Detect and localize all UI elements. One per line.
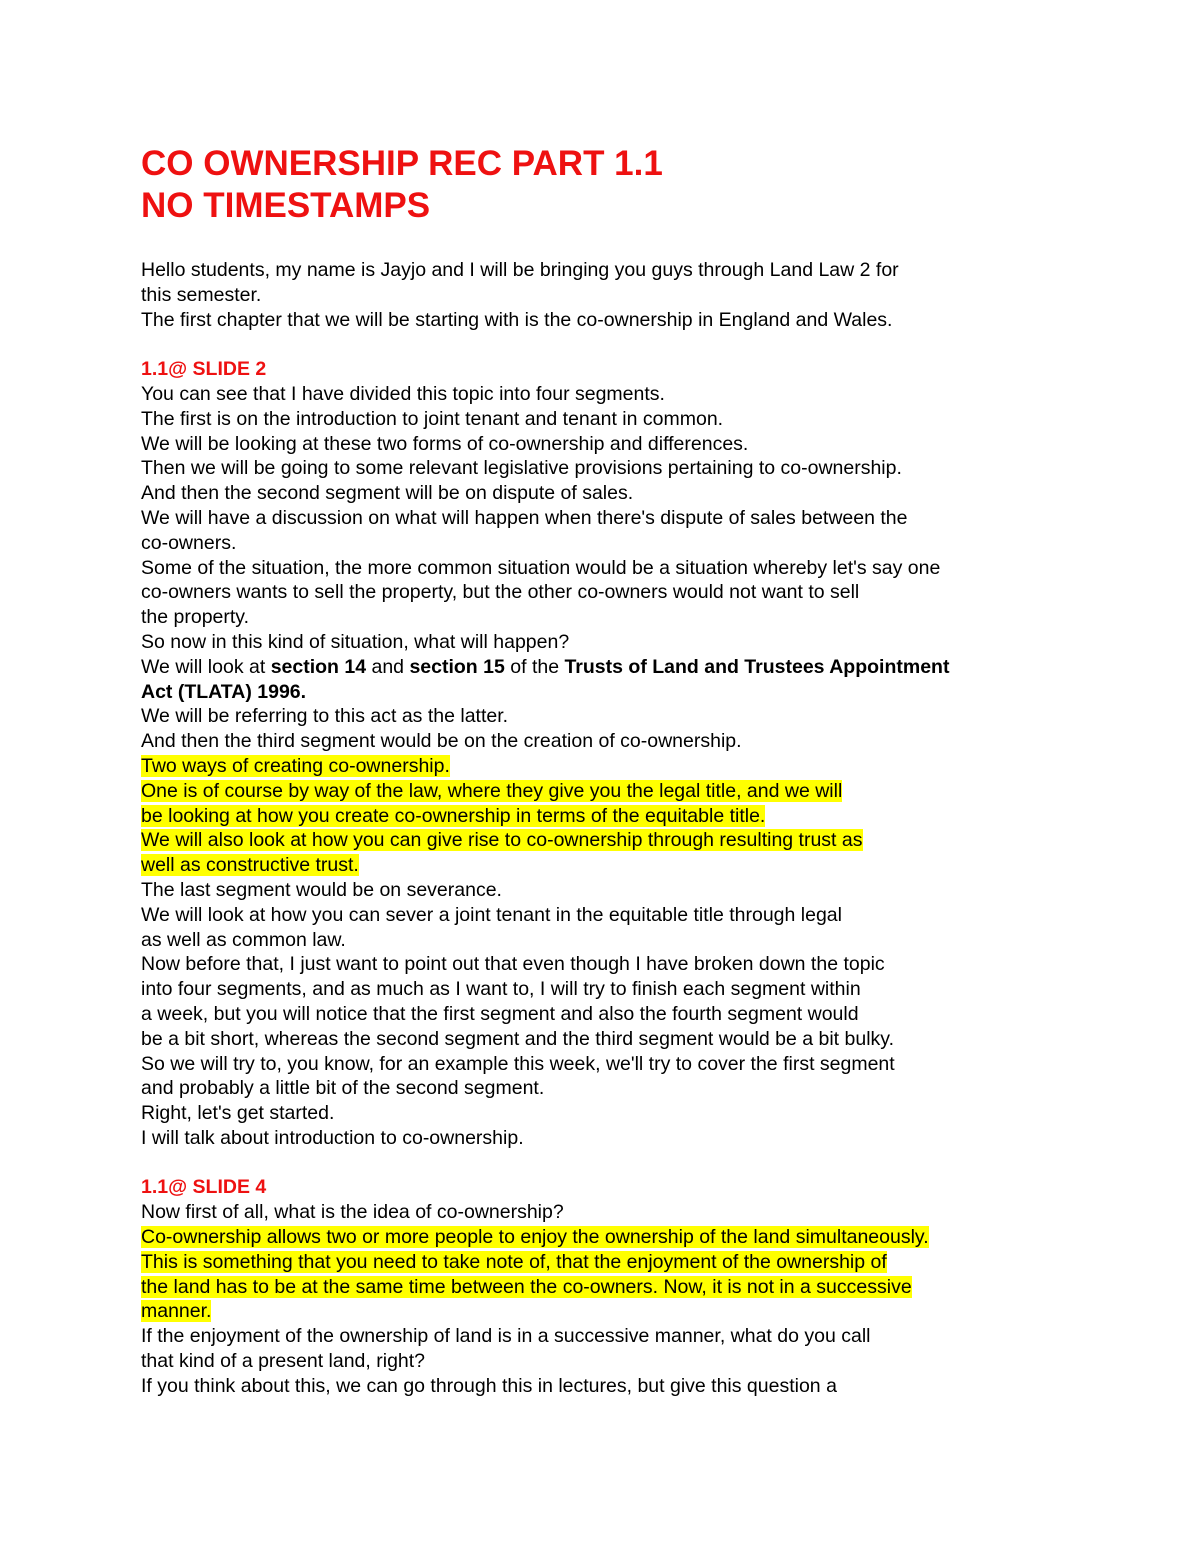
- spacer: [141, 332, 1141, 357]
- text-line: and probably a little bit of the second segment.: [141, 1077, 545, 1100]
- text-line: I will talk about introduction to co-ownership.: [141, 1126, 524, 1149]
- text-line: be a bit short, whereas the second segment and the third segment would be a bit bulky.: [141, 1027, 895, 1050]
- text-line: We will be looking at these two forms of co-ownership and differences.: [141, 432, 749, 455]
- section-heading: 1.1@ SLIDE 4: [141, 1176, 267, 1199]
- intro-paragraph: [141, 258, 1141, 332]
- text-line: Now first of all, what is the idea of co-ownership?: [141, 1201, 564, 1224]
- text-line: We will be referring to this act as the latter.: [141, 705, 509, 728]
- highlighted-text: Two ways of creating co-ownership.: [141, 754, 450, 777]
- highlighted-text: well as constructive trust.: [141, 854, 359, 877]
- page-title: [141, 143, 1141, 227]
- text-run: and: [366, 655, 410, 678]
- text-line: as well as common law.: [141, 928, 346, 951]
- text-line: You can see that I have divided this topic into four segments.: [141, 382, 665, 405]
- highlighted-text: We will also look at how you can give rise to co-ownership through resulting trust as: [141, 829, 863, 852]
- text-line: If you think about this, we can go through this in lectures, but give this question a: [141, 1374, 837, 1397]
- text-line: The first chapter that we will be starting with is the co-ownership in England and Wales.: [141, 308, 893, 331]
- highlighted-text: be looking at how you create co-ownership in terms of the equitable title.: [141, 804, 766, 827]
- text-line: this semester.: [141, 283, 262, 306]
- section-heading: 1.1@ SLIDE 2: [141, 358, 267, 381]
- document-body: [141, 143, 1141, 1399]
- text-line: Right, let's get started.: [141, 1102, 335, 1125]
- text-line: into four segments, and as much as I want to, I will try to finish each segment within: [141, 978, 861, 1001]
- text-line: We will have a discussion on what will happen when there's dispute of sales between the: [141, 506, 908, 529]
- highlighted-text: One is of course by way of the law, where they give you the legal title, and we will: [141, 779, 843, 802]
- text-line: The first is on the introduction to joint tenant and tenant in common.: [141, 407, 724, 430]
- highlighted-text: Co-ownership allows two or more people to enjoy the ownership of the land simultaneously.: [141, 1226, 929, 1249]
- slide-2-section: [141, 357, 1141, 1151]
- text-line: If the enjoyment of the ownership of land is in a successive manner, what do you call: [141, 1325, 871, 1348]
- text-line: So now in this kind of situation, what will happen?: [141, 630, 570, 653]
- bold-text-line: Act (TLATA) 1996.: [141, 680, 307, 703]
- spacer: [141, 227, 1141, 258]
- text-line: a week, but you will notice that the first segment and also the fourth segment would: [141, 1002, 859, 1025]
- highlighted-text: manner.: [141, 1300, 212, 1323]
- text-line: And then the third segment would be on the creation of co-ownership.: [141, 730, 742, 753]
- text-line: We will look at how you can sever a joint tenant in the equitable title through legal: [141, 903, 842, 926]
- text-run: We will look at: [141, 655, 271, 678]
- text-line: Then we will be going to some relevant legislative provisions pertaining to co-ownership.: [141, 457, 902, 480]
- text-line: the property.: [141, 606, 250, 629]
- highlighted-text: This is something that you need to take note of, that the enjoyment of the ownership of: [141, 1250, 887, 1273]
- highlighted-text: the land has to be at the same time between the co-owners. Now, it is not in a successive: [141, 1275, 912, 1298]
- spacer: [141, 1151, 1141, 1176]
- text-run: of the: [504, 655, 565, 678]
- bold-text-run: section 14: [270, 655, 367, 678]
- title-line: NO TIMESTAMPS: [141, 186, 431, 225]
- bold-text-run: Trusts of Land and Trustees Appointment: [564, 655, 950, 678]
- slide-4-section: [141, 1175, 1141, 1398]
- text-line: that kind of a present land, right?: [141, 1350, 426, 1373]
- text-line-mixed: [141, 655, 1141, 680]
- text-line: Now before that, I just want to point out that even though I have broken down the topic: [141, 953, 885, 976]
- text-line: co-owners wants to sell the property, but the other co-owners would not want to sell: [141, 581, 860, 604]
- bold-text-run: section 15: [409, 655, 505, 678]
- text-line: co-owners.: [141, 531, 237, 554]
- text-line: So we will try to, you know, for an example this week, we'll try to cover the first segment: [141, 1052, 895, 1075]
- title-line: CO OWNERSHIP REC PART 1.1: [141, 144, 663, 183]
- text-line: The last segment would be on severance.: [141, 878, 502, 901]
- text-line: And then the second segment will be on dispute of sales.: [141, 482, 634, 505]
- text-line: Some of the situation, the more common situation would be a situation whereby let's say one: [141, 556, 941, 579]
- text-line: Hello students, my name is Jayjo and I will be bringing you guys through Land Law 2 for: [141, 259, 899, 281]
